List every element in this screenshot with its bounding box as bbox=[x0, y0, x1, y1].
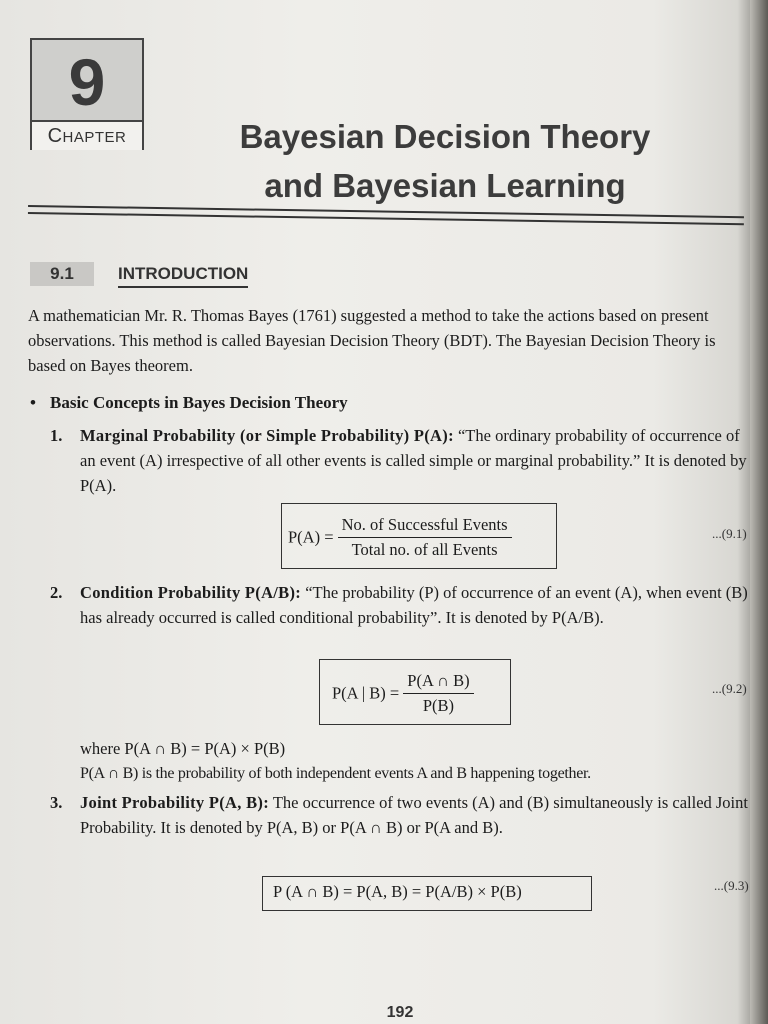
chapter-badge bbox=[30, 38, 144, 150]
item-heading: Joint Probability P(A, B): bbox=[80, 793, 269, 812]
item-body: The occurrence of two events (A) and (B) simultaneously is called Joint Probability. It is denoted by P(A, B) or P(A ∩ B) or P(A and B). bbox=[80, 793, 748, 837]
item-number: 3. bbox=[50, 793, 63, 812]
formula-2-denominator: P(B) bbox=[422, 696, 455, 715]
chapter-label: CHAPTER bbox=[32, 120, 142, 150]
item-body: “The ordinary probability of occurrence of an event (A) irrespective of all other events is called simple or marginal probability.” It is denoted by P(A). bbox=[80, 426, 747, 495]
formula-1-lhs: P(A) = bbox=[288, 527, 334, 547]
intro-paragraph: A mathematician Mr. R. Thomas Bayes (1761) suggested a method to take the actions based on present observations. This method is called Bayesian Decision Theory (BDT). The Bayesian Decision Theory is based on Bayes theorem. bbox=[28, 306, 716, 375]
where-note: P(A ∩ B) is the probability of both independent events A and B happening together. bbox=[80, 765, 591, 782]
formula-1-fraction bbox=[338, 513, 512, 562]
formula-box-2 bbox=[319, 659, 511, 725]
section-title: INTRODUCTION bbox=[118, 262, 248, 288]
page-number: 192 bbox=[386, 1004, 414, 1021]
chapter-label-text: HAPTER bbox=[62, 129, 127, 146]
formula-box-1 bbox=[281, 503, 557, 569]
where-line: where P(A ∩ B) = P(A) × P(B) bbox=[80, 739, 286, 758]
formula-2-numerator: P(A ∩ B) bbox=[403, 669, 473, 694]
equation-ref-1: ...(9.1) bbox=[712, 526, 747, 541]
bullet-symbol: • bbox=[30, 393, 36, 412]
book-spine-shadow bbox=[750, 0, 768, 1024]
list-item-2 bbox=[50, 580, 748, 630]
list-item-3 bbox=[50, 790, 748, 840]
formula-2-lhs: P(A | B) = bbox=[332, 683, 400, 703]
item-body: “The probability (P) of occurrence of an event (A), when event (B) has already occurred is called conditional probability”. It is denoted by P(A/B). bbox=[80, 583, 748, 627]
chapter-number: 9 bbox=[68, 45, 106, 119]
equation-ref-3: ...(9.3) bbox=[714, 878, 749, 893]
chapter-title bbox=[150, 112, 740, 210]
formula-box-3 bbox=[262, 876, 592, 911]
item-heading: Condition Probability P(A/B): bbox=[80, 583, 302, 602]
item-number: 2. bbox=[50, 583, 63, 602]
chapter-title-line1: Bayesian Decision Theory bbox=[239, 118, 651, 155]
bullet-text: Basic Concepts in Bayes Decision Theory bbox=[50, 393, 348, 412]
bullet-heading bbox=[30, 390, 348, 415]
section-number: 9.1 bbox=[30, 262, 94, 286]
item-heading: Marginal Probability (or Simple Probability) P(A): bbox=[80, 426, 454, 445]
formula-1-numerator: No. of Successful Events bbox=[338, 513, 512, 538]
equation-ref-2: ...(9.2) bbox=[712, 681, 747, 696]
item-number: 1. bbox=[50, 426, 63, 445]
formula-3-text: P (A ∩ B) = P(A, B) = P(A/B) × P(B) bbox=[273, 882, 522, 901]
formula-2-fraction bbox=[403, 669, 473, 718]
formula-1-denominator: Total no. of all Events bbox=[351, 540, 498, 559]
list-item-1 bbox=[50, 423, 748, 498]
chapter-title-line2: and Bayesian Learning bbox=[264, 167, 626, 204]
